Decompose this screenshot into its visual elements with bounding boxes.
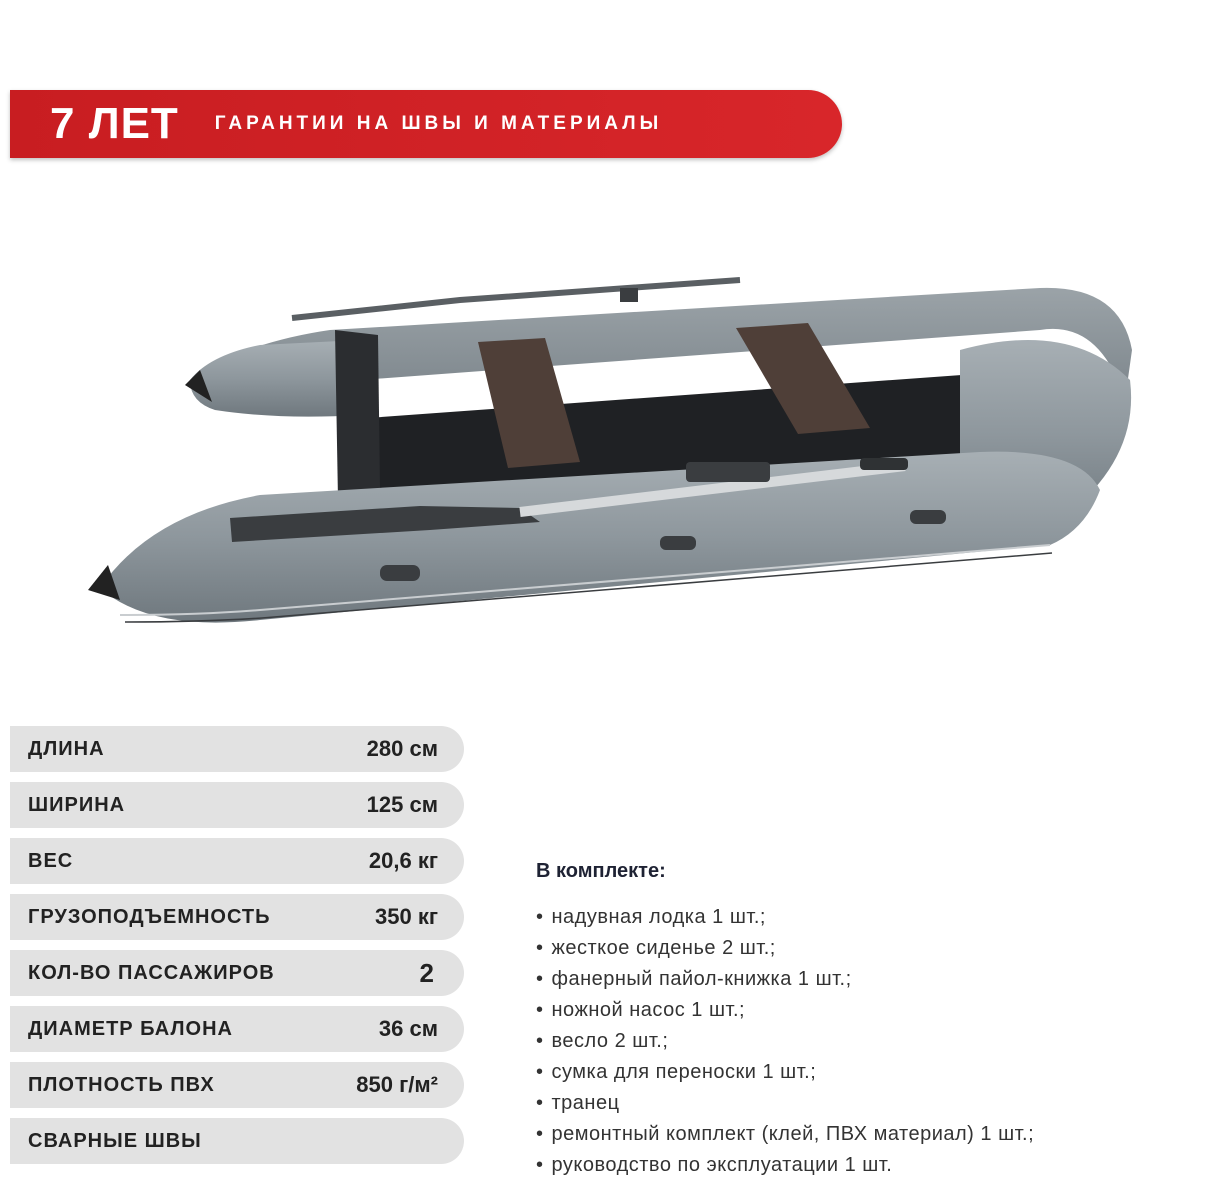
kit-item-text: ножной насос 1 шт.; (551, 999, 746, 1021)
warranty-years: 7 ЛЕТ (50, 99, 179, 148)
warranty-banner (10, 90, 842, 158)
warranty-text: ГАРАНТИИ НА ШВЫ И МАТЕРИАЛЫ (214, 113, 663, 134)
bullet: • (536, 1030, 544, 1052)
spec-label: ДЛИНА (28, 737, 105, 760)
spec-value: 2 (419, 957, 434, 988)
kit-item (536, 1150, 1034, 1181)
kit-item (536, 1057, 1034, 1088)
bullet: • (536, 968, 544, 990)
spec-value: 125 см (366, 792, 438, 817)
spec-label: СВАРНЫЕ ШВЫ (28, 1129, 202, 1152)
kit-item-text: транец (551, 1092, 620, 1114)
inflatable-boat-illustration (0, 170, 1207, 690)
bullet: • (536, 937, 544, 959)
bullet: • (536, 1061, 544, 1083)
spec-value: 36 см (378, 1016, 438, 1041)
spec-row-weight (10, 838, 464, 884)
kit-list (536, 902, 1034, 1181)
spec-label: КОЛ-ВО ПАССАЖИРОВ (28, 961, 275, 984)
kit-item (536, 1026, 1034, 1057)
spec-row-pvc-density (10, 1062, 464, 1108)
kit-item-text: руководство по эксплуатации 1 шт. (551, 1154, 893, 1176)
spec-row-tube-diameter (10, 1006, 464, 1052)
spec-label: ПЛОТНОСТЬ ПВХ (28, 1073, 215, 1096)
kit-item-text: жесткое сиденье 2 шт.; (551, 937, 776, 959)
spec-label: ВЕС (28, 849, 74, 872)
kit-title: В комплекте: (536, 860, 666, 882)
spec-row-passengers (10, 950, 464, 996)
bullet: • (536, 906, 544, 928)
bullet: • (536, 1154, 544, 1176)
kit-item-text: сумка для переноски 1 шт.; (551, 1061, 817, 1083)
spec-value: 350 кг (375, 904, 438, 929)
kit-item-text: весло 2 шт.; (551, 1030, 669, 1052)
kit-item (536, 1119, 1034, 1150)
spec-label: ДИАМЕТР БАЛОНА (28, 1017, 233, 1040)
spec-row-welded-seams (10, 1118, 464, 1164)
bullet: • (536, 1123, 544, 1145)
spec-row-capacity (10, 894, 464, 940)
kit-item (536, 964, 1034, 995)
spec-value: 280 см (366, 736, 438, 761)
boat-image (0, 170, 1207, 690)
kit-item (536, 995, 1034, 1026)
kit-item (536, 1088, 1034, 1119)
spec-row-width (10, 782, 464, 828)
spec-label: ГРУЗОПОДЪЕМНОСТЬ (28, 905, 271, 928)
kit-item-text: надувная лодка 1 шт.; (551, 906, 766, 928)
bullet: • (536, 999, 544, 1021)
kit-item-text: ремонтный комплект (клей, ПВХ материал) 1 шт.; (551, 1123, 1035, 1145)
spec-value: 850 г/м² (356, 1072, 438, 1097)
spec-row-length (10, 726, 464, 772)
spec-label: ШИРИНА (28, 793, 126, 816)
kit-item (536, 902, 1034, 933)
bullet: • (536, 1092, 544, 1114)
kit-contents (536, 860, 1034, 1181)
spec-value: 20,6 кг (368, 848, 438, 873)
kit-item-text: фанерный пайол-книжка 1 шт.; (551, 968, 852, 990)
kit-item (536, 933, 1034, 964)
